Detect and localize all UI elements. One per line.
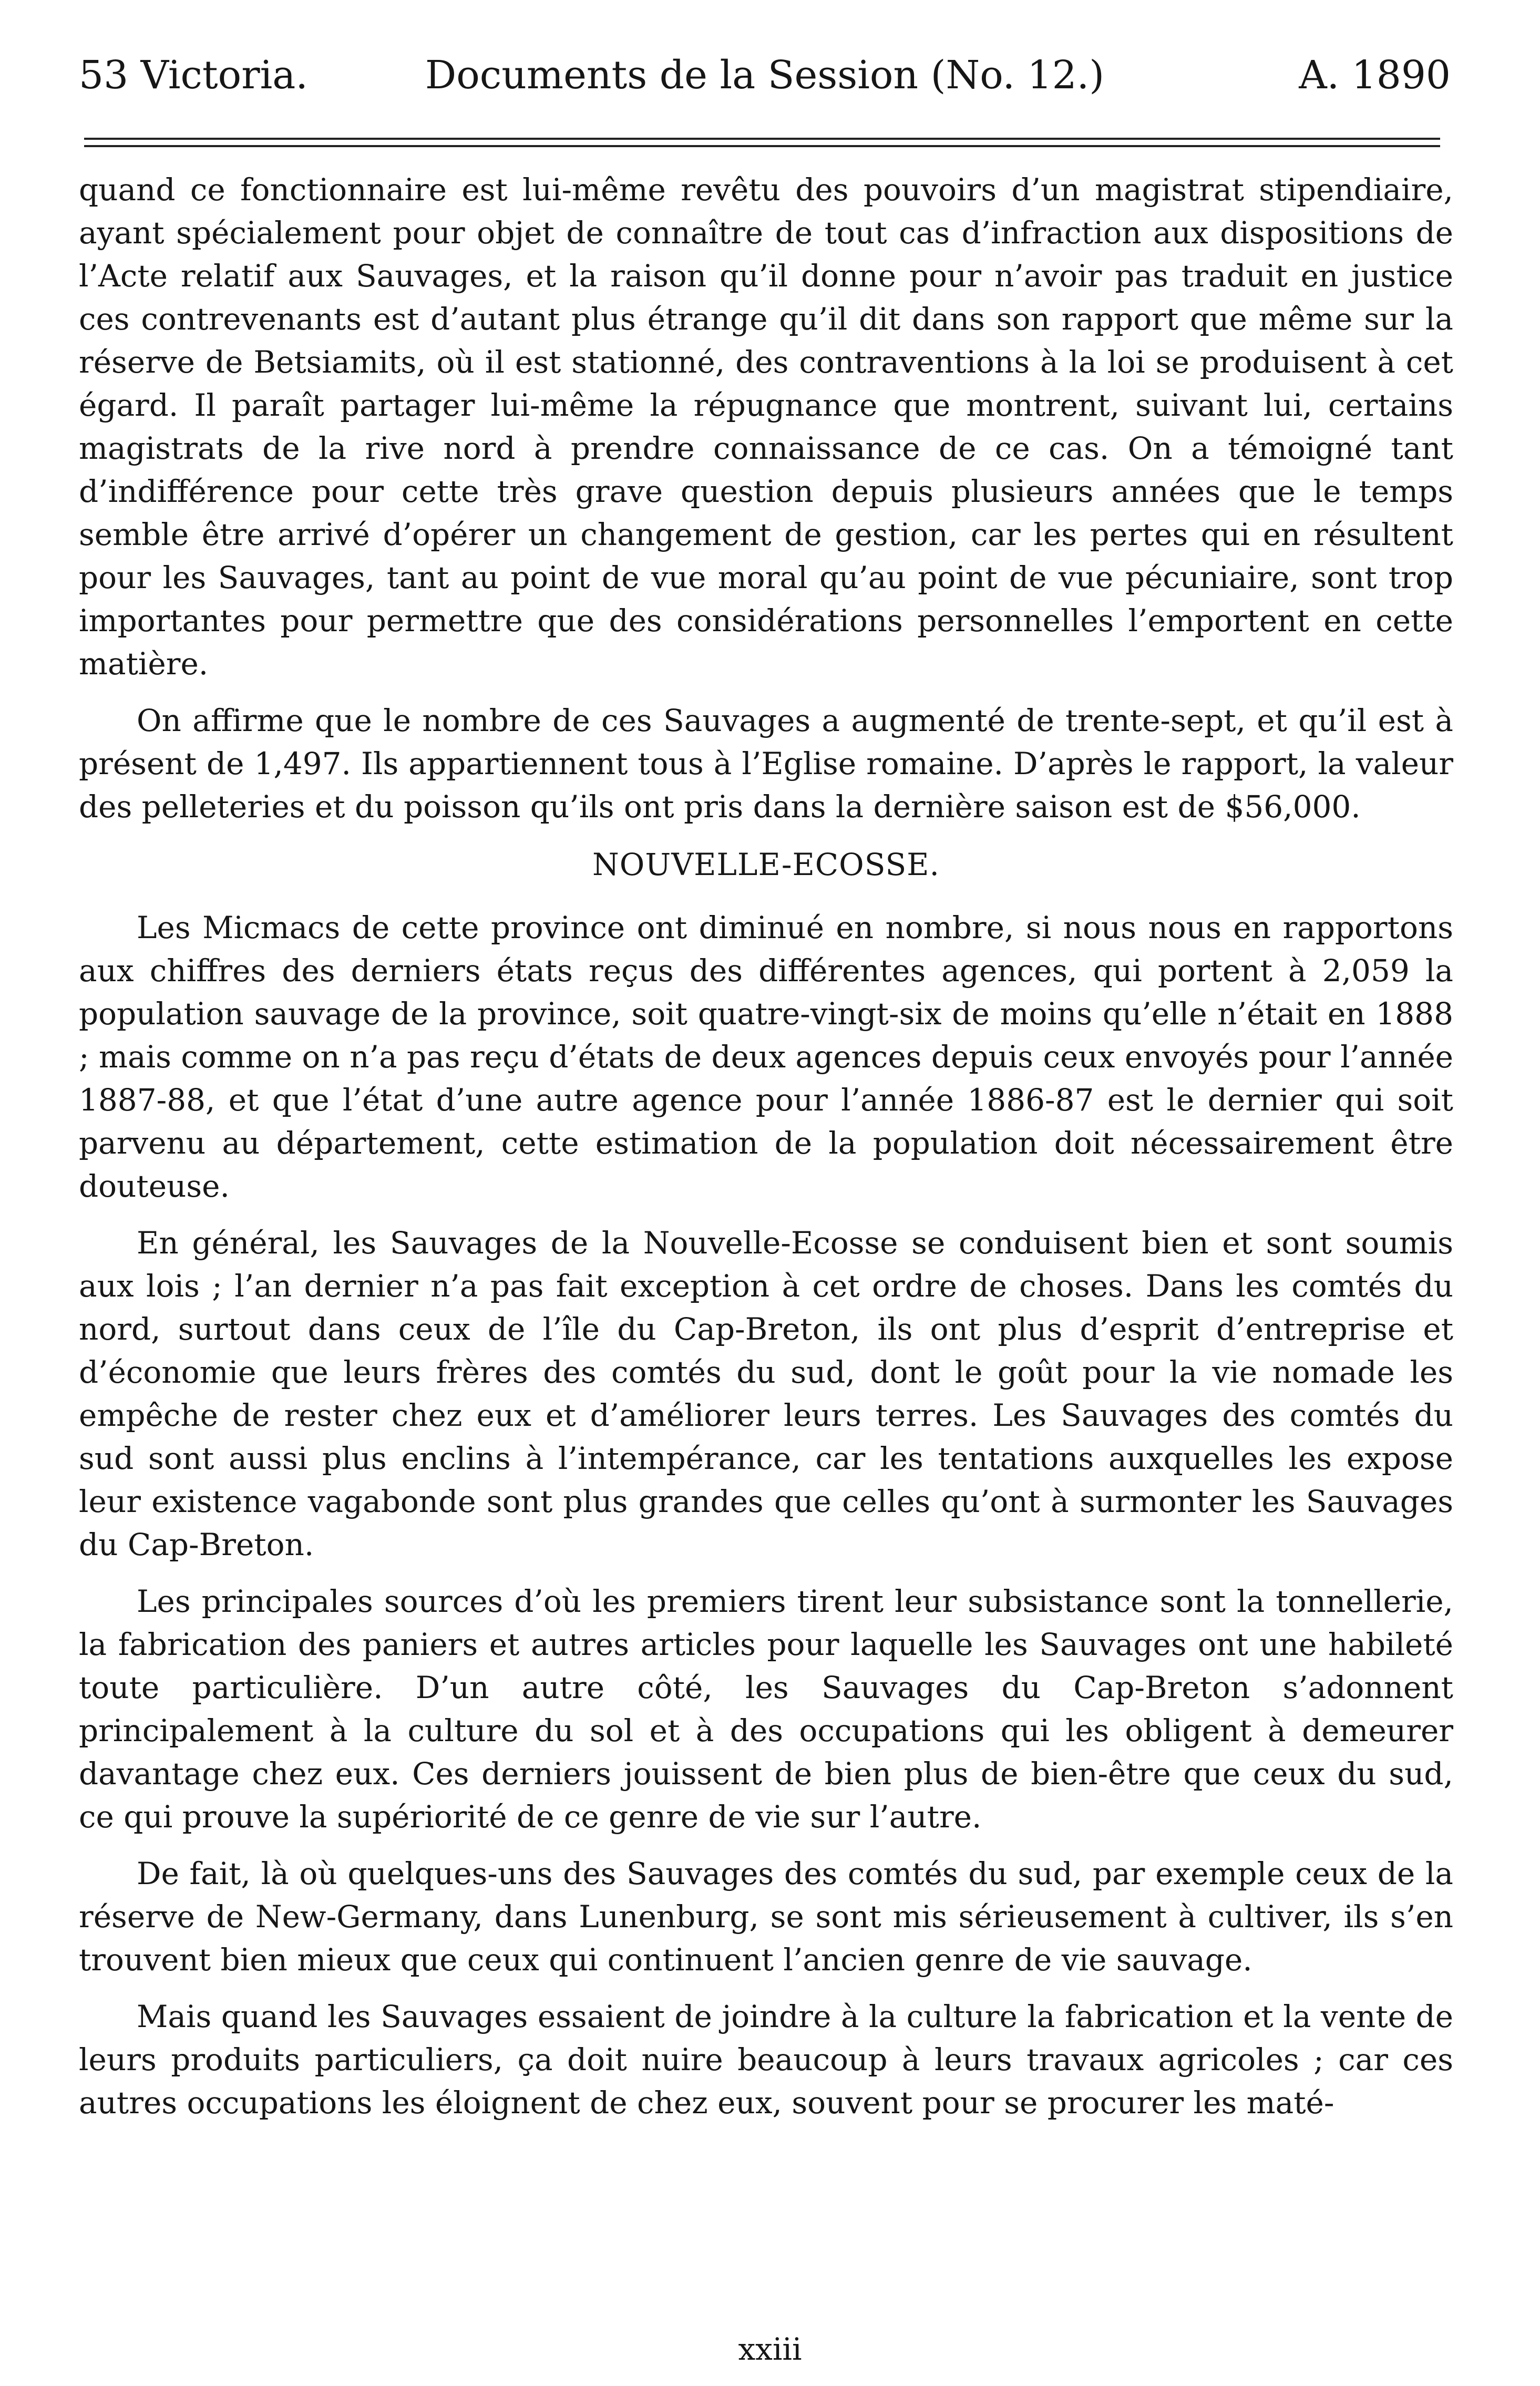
page-number: xxiii <box>738 2331 802 2367</box>
paragraph: En général, les Sauvages de la Nouvelle-Ecosse se conduisent bien et sont soumis aux lois ; l’an dernier n’a pas fait exception à cet ordre de choses. Dans les comtés du nord, surtout dans ceux de l’île du Cap-Breton, ils ont plus d’esprit d’entreprise et d’économie que leurs frères des comtés du sud, dont le goût pour la vie nomade les empêche de rester chez eux et d’améliorer leurs terres. Les Sauvages des comtés du sud sont aussi plus enclins à l’intempérance, car les tentations auxquelles les expose leur existence vagabonde sont plus grandes que celles qu’ont à surmonter les Sauvages du Cap-Breton. <box>79 1225 1453 1562</box>
header-rule-top <box>84 138 1440 140</box>
header-session: 53 Victoria. <box>79 53 308 98</box>
header-rule-bottom <box>84 145 1440 147</box>
document-body <box>79 168 1453 2138</box>
paragraph: On affirme que le nombre de ces Sauvages a augmenté de trente-sept, et qu’il est à présent de 1,497. Ils appartiennent tous à l’Eglise romaine. D’après le rapport, la valeur des pelleteries et du poisson qu’ils ont pris dans la dernière saison est de $56,000. <box>79 703 1453 825</box>
paragraph: Les principales sources d’où les premiers tirent leur subsistance sont la tonnellerie, la fabrication des paniers et autres articles pour laquelle les Sauvages ont une habileté toute particulière. D’un autre côté, les Sauvages du Cap-Breton s’adonnent principalement à la culture du sol et à des occupations qui les obligent à demeurer davantage chez eux. Ces derniers jouissent de bien plus de bien-être que ceux du sud, ce qui prouve la supériorité de ce genre de vie sur l’autre. <box>79 1583 1453 1835</box>
header-title: Documents de la Session (No. 12.) <box>425 53 1105 98</box>
paragraph: quand ce fonctionnaire est lui-même revêtu des pouvoirs d’un magistrat stipendiaire, ayant spécialement pour objet de connaître de tout cas d’infraction aux dispositions de l’Acte relatif aux Sauvages, et la raison qu’il donne pour n’avoir pas traduit en justice ces contrevenants est d’autant plus étrange qu’il dit dans son rapport que même sur la réserve de Betsiamits, où il est stationné, des contraventions à la loi se produisent à cet égard. Il paraît partager lui-même la répugnance que montrent, suivant lui, certains magistrats de la rive nord à prendre connaissance de ce cas. On a témoigné tant d’indifférence pour cette très grave question depuis plusieurs années que le temps semble être arrivé d’opérer un changement de gestion, car les pertes qui en résultent pour les Sauvages, tant au point de vue moral qu’au point de vue pécuniaire, sont trop importantes pour permettre que des considérations personnelles l’emportent en cette matière. <box>79 172 1453 682</box>
paragraph: Les Micmacs de cette province ont diminué en nombre, si nous nous en rapportons aux chiffres des derniers états reçus des différentes agences, qui portent à 2,059 la population sauvage de la province, soit quatre-vingt-six de moins qu’elle n’était en 1888 ; mais comme on n’a pas reçu d’états de deux agences depuis ceux envoyés pour l’année 1887-88, et que l’état d’une autre agence pour l’année 1886-87 est le dernier qui soit parvenu au département, cette estimation de la population doit nécessairement être douteuse. <box>79 910 1453 1204</box>
paragraph: Mais quand les Sauvages essaient de joindre à la culture la fabrication et la vente de leurs produits particuliers, ça doit nuire beaucoup à leurs travaux agricoles ; car ces autres occupations les éloignent de chez eux, souvent pour se procurer les maté- <box>79 1999 1453 2121</box>
paragraph: De fait, là où quelques-uns des Sauvages des comtés du sud, par exemple ceux de la réserve de New-Germany, dans Lunenburg, se sont mis sérieusement à cultiver, ils s’en trouvent bien mieux que ceux qui continuent l’ancien genre de vie sauvage. <box>79 1856 1453 1978</box>
section-heading: NOUVELLE-ECOSSE. <box>592 847 940 882</box>
page-header <box>79 46 1451 104</box>
header-year: A. 1890 <box>1299 53 1451 98</box>
